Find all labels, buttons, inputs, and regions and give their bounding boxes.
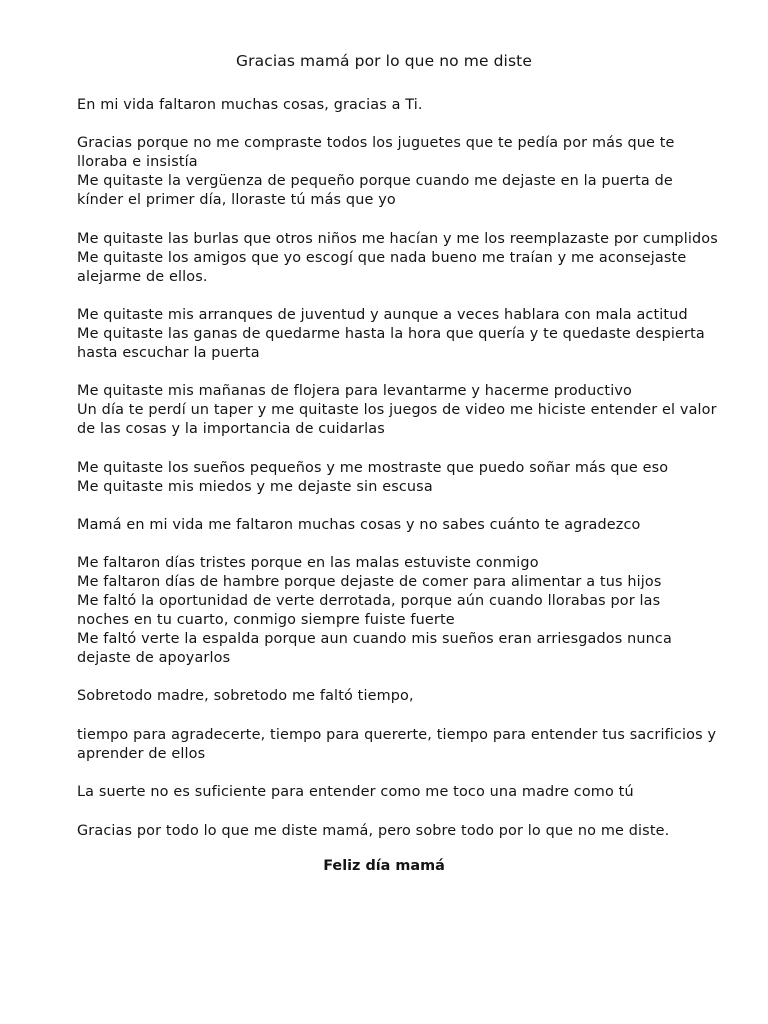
text-line: Me faltó la oportunidad de verte derrotada, porque aún cuando llorabas por las xyxy=(77,593,661,609)
text-line: Sobretodo madre, sobretodo me faltó tiempo, xyxy=(77,688,414,704)
text-line: Un día te perdí un taper y me quitaste los juegos de video me hiciste entender el valor xyxy=(77,402,717,418)
text-line: Me faltaron días de hambre porque dejaste de comer para alimentar a tus hijos xyxy=(77,574,662,590)
text-line: Gracias por todo lo que me diste mamá, pero sobre todo por lo que no me diste. xyxy=(77,823,670,839)
text-line: Me quitaste las ganas de quedarme hasta la hora que quería y te quedaste despierta xyxy=(77,326,705,342)
text-line: Me quitaste mis miedos y me dejaste sin escusa xyxy=(77,479,433,495)
text-line: Me quitaste los sueños pequeños y me mostraste que puedo soñar más que eso xyxy=(77,460,669,476)
text-line: Me faltó verte la espalda porque aun cuando mis sueños eran arriesgados nunca xyxy=(77,631,672,647)
text-line: dejaste de apoyarlos xyxy=(77,650,231,666)
closing-line: Feliz día mamá xyxy=(323,858,445,874)
text-line: alejarme de ellos. xyxy=(77,269,208,285)
text-line: Me quitaste las burlas que otros niños me hacían y me los reemplazaste por cumplidos xyxy=(77,231,718,247)
text-line: aprender de ellos xyxy=(77,746,206,762)
text-line: kínder el primer día, lloraste tú más que yo xyxy=(77,192,396,208)
text-line: Me quitaste los amigos que yo escogí que nada bueno me traían y me aconsejaste xyxy=(77,250,687,266)
text-line: Mamá en mi vida me faltaron muchas cosas y no sabes cuánto te agradezco xyxy=(77,517,641,533)
text-line: hasta escuchar la puerta xyxy=(77,345,260,361)
text-line: La suerte no es suficiente para entender como me toco una madre como tú xyxy=(77,784,634,800)
text-line: Me quitaste mis mañanas de flojera para levantarme y hacerme productivo xyxy=(77,383,632,399)
document-title: Gracias mamá por lo que no me diste xyxy=(236,52,532,70)
text-line: de las cosas y la importancia de cuidarlas xyxy=(77,421,385,437)
text-line: Gracias porque no me compraste todos los juguetes que te pedía por más que te xyxy=(77,135,675,151)
text-line: lloraba e insistía xyxy=(77,154,198,170)
text-line: Me quitaste mis arranques de juventud y aunque a veces hablara con mala actitud xyxy=(77,307,688,323)
text-line: tiempo para agradecerte, tiempo para quererte, tiempo para entender tus sacrificios y xyxy=(77,727,717,743)
text-line: En mi vida faltaron muchas cosas, gracias a Ti. xyxy=(77,97,423,113)
text-line: Me faltaron días tristes porque en las malas estuviste conmigo xyxy=(77,555,539,571)
text-line: noches en tu cuarto, conmigo siempre fuiste fuerte xyxy=(77,612,455,628)
text-line: Me quitaste la vergüenza de pequeño porque cuando me dejaste en la puerta de xyxy=(77,173,673,189)
